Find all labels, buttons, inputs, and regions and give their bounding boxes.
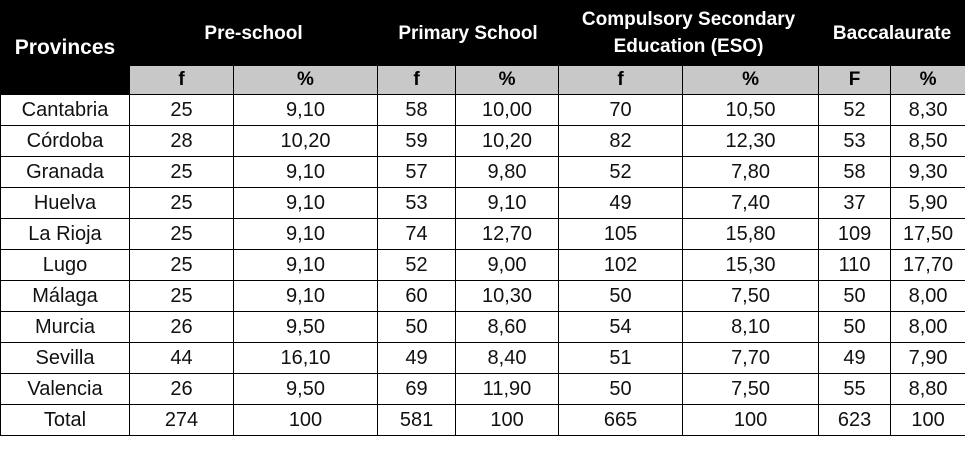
value-cell: 52: [378, 250, 456, 281]
value-cell: 16,10: [234, 343, 378, 374]
value-cell: 9,10: [234, 95, 378, 126]
value-cell: 274: [130, 405, 234, 436]
provinces-header: [1, 1, 130, 95]
value-cell: 69: [378, 374, 456, 405]
value-cell: 52: [819, 95, 891, 126]
table-row: [1, 374, 965, 405]
table-row: [1, 312, 965, 343]
value-cell: 50: [378, 312, 456, 343]
value-cell: 53: [378, 188, 456, 219]
value-cell: 50: [559, 281, 683, 312]
value-cell: 581: [378, 405, 456, 436]
value-cell: 12,70: [456, 219, 559, 250]
table-row: [1, 219, 965, 250]
province-cell: Cantabria: [1, 95, 130, 126]
provinces-label: Provinces: [14, 36, 116, 59]
value-cell: 7,40: [683, 188, 819, 219]
value-cell: 7,90: [891, 343, 965, 374]
value-cell: 8,00: [891, 281, 965, 312]
value-cell: 8,80: [891, 374, 965, 405]
value-cell: 9,00: [456, 250, 559, 281]
value-cell: 8,10: [683, 312, 819, 343]
value-cell: 623: [819, 405, 891, 436]
value-cell: 70: [559, 95, 683, 126]
value-cell: 8,40: [456, 343, 559, 374]
value-cell: 10,00: [456, 95, 559, 126]
value-cell: 7,70: [683, 343, 819, 374]
value-cell: 17,70: [891, 250, 965, 281]
table-row: [1, 126, 965, 157]
value-cell: 109: [819, 219, 891, 250]
sub-header-row: [1, 66, 965, 95]
province-cell: Granada: [1, 157, 130, 188]
value-cell: 8,00: [891, 312, 965, 343]
province-cell: Córdoba: [1, 126, 130, 157]
sub-header-cell: F: [819, 66, 891, 95]
group-header-row: [1, 1, 965, 66]
value-cell: 8,30: [891, 95, 965, 126]
sub-header-cell: %: [891, 66, 965, 95]
value-cell: 55: [819, 374, 891, 405]
value-cell: 10,20: [234, 126, 378, 157]
value-cell: 7,50: [683, 281, 819, 312]
value-cell: 100: [891, 405, 965, 436]
value-cell: 9,50: [234, 312, 378, 343]
value-cell: 12,30: [683, 126, 819, 157]
value-cell: 25: [130, 157, 234, 188]
value-cell: 5,90: [891, 188, 965, 219]
value-cell: 25: [130, 219, 234, 250]
province-cell: Huelva: [1, 188, 130, 219]
value-cell: 74: [378, 219, 456, 250]
value-cell: 9,10: [456, 188, 559, 219]
value-cell: 100: [234, 405, 378, 436]
province-cell: Murcia: [1, 312, 130, 343]
value-cell: 58: [819, 157, 891, 188]
value-cell: 15,30: [683, 250, 819, 281]
group-header-primary: Primary School: [378, 1, 559, 66]
value-cell: 82: [559, 126, 683, 157]
province-cell: La Rioja: [1, 219, 130, 250]
value-cell: 37: [819, 188, 891, 219]
value-cell: 15,80: [683, 219, 819, 250]
province-cell: Málaga: [1, 281, 130, 312]
value-cell: 9,10: [234, 157, 378, 188]
value-cell: 665: [559, 405, 683, 436]
total-row: [1, 405, 965, 436]
value-cell: 10,50: [683, 95, 819, 126]
value-cell: 50: [559, 374, 683, 405]
value-cell: 100: [456, 405, 559, 436]
value-cell: 9,30: [891, 157, 965, 188]
sub-header-cell: f: [559, 66, 683, 95]
table-row: [1, 157, 965, 188]
value-cell: 49: [378, 343, 456, 374]
value-cell: 9,80: [456, 157, 559, 188]
province-cell: Sevilla: [1, 343, 130, 374]
value-cell: 110: [819, 250, 891, 281]
value-cell: 49: [819, 343, 891, 374]
group-header-preschool: Pre-school: [130, 1, 378, 66]
value-cell: 25: [130, 188, 234, 219]
value-cell: 100: [683, 405, 819, 436]
value-cell: 9,10: [234, 188, 378, 219]
value-cell: 10,20: [456, 126, 559, 157]
value-cell: 58: [378, 95, 456, 126]
value-cell: 25: [130, 281, 234, 312]
sub-header-cell: %: [234, 66, 378, 95]
value-cell: 9,10: [234, 219, 378, 250]
value-cell: 102: [559, 250, 683, 281]
sub-header-cell: f: [130, 66, 234, 95]
value-cell: 26: [130, 312, 234, 343]
value-cell: 44: [130, 343, 234, 374]
value-cell: 52: [559, 157, 683, 188]
value-cell: 50: [819, 281, 891, 312]
province-cell: Lugo: [1, 250, 130, 281]
table-row: [1, 343, 965, 374]
value-cell: 11,90: [456, 374, 559, 405]
table-body: [1, 95, 965, 436]
sub-header-cell: %: [456, 66, 559, 95]
value-cell: 25: [130, 95, 234, 126]
table-row: [1, 188, 965, 219]
value-cell: 17,50: [891, 219, 965, 250]
value-cell: 49: [559, 188, 683, 219]
value-cell: 8,60: [456, 312, 559, 343]
value-cell: 7,50: [683, 374, 819, 405]
value-cell: 9,10: [234, 250, 378, 281]
value-cell: 53: [819, 126, 891, 157]
value-cell: 50: [819, 312, 891, 343]
table-row: [1, 281, 965, 312]
value-cell: 54: [559, 312, 683, 343]
value-cell: 9,50: [234, 374, 378, 405]
value-cell: 59: [378, 126, 456, 157]
value-cell: 57: [378, 157, 456, 188]
sub-header-cell: f: [378, 66, 456, 95]
sub-header-cell: %: [683, 66, 819, 95]
group-header-baccalaurate: Baccalaurate: [819, 1, 965, 66]
group-header-eso: Compulsory Secondary Education (ESO): [559, 1, 819, 66]
value-cell: 28: [130, 126, 234, 157]
value-cell: 10,30: [456, 281, 559, 312]
value-cell: 8,50: [891, 126, 965, 157]
value-cell: 105: [559, 219, 683, 250]
table-row: [1, 95, 965, 126]
province-cell: Valencia: [1, 374, 130, 405]
value-cell: 26: [130, 374, 234, 405]
value-cell: 60: [378, 281, 456, 312]
value-cell: 9,10: [234, 281, 378, 312]
value-cell: 25: [130, 250, 234, 281]
value-cell: 7,80: [683, 157, 819, 188]
value-cell: 51: [559, 343, 683, 374]
province-cell: Total: [1, 405, 130, 436]
table-row: [1, 250, 965, 281]
